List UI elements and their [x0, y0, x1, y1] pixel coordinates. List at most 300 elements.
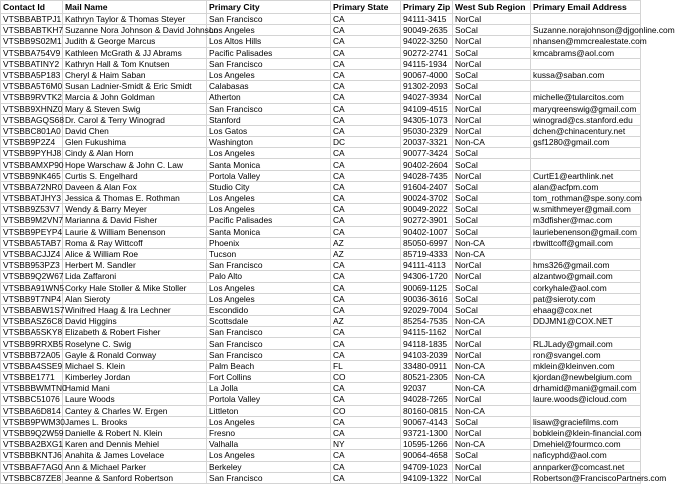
- cell-primary-state[interactable]: CA: [331, 103, 401, 114]
- cell-primary-state[interactable]: CA: [331, 226, 401, 237]
- cell-primary-email[interactable]: [531, 248, 641, 259]
- cell-primary-email[interactable]: drhamid@mani@gmail.com: [531, 383, 641, 394]
- cell-primary-zip[interactable]: 94111-4113: [401, 260, 453, 271]
- cell-primary-state[interactable]: CA: [331, 81, 401, 92]
- cell-primary-email[interactable]: lisaw@graciefilms.com: [531, 416, 641, 427]
- cell-primary-zip[interactable]: 93721-1300: [401, 427, 453, 438]
- cell-contact-id[interactable]: VTSBBA5P183: [1, 69, 63, 80]
- cell-contact-id[interactable]: VTSBBBWMTN0: [1, 383, 63, 394]
- cell-west-sub-region[interactable]: SoCal: [453, 304, 531, 315]
- cell-primary-city[interactable]: Los Angeles: [207, 416, 331, 427]
- cell-west-sub-region[interactable]: NorCal: [453, 349, 531, 360]
- cell-contact-id[interactable]: VTSBB9PEYP4: [1, 226, 63, 237]
- cell-west-sub-region[interactable]: SoCal: [453, 450, 531, 461]
- cell-primary-email[interactable]: RLJLady@gmail.com: [531, 338, 641, 349]
- cell-primary-email[interactable]: annparker@comcast.net: [531, 461, 641, 472]
- cell-primary-zip[interactable]: 94305-1073: [401, 114, 453, 125]
- cell-primary-email[interactable]: DDJMN1@COX.NET: [531, 316, 641, 327]
- cell-primary-zip[interactable]: 90272-2741: [401, 47, 453, 58]
- cell-primary-zip[interactable]: 20037-3321: [401, 137, 453, 148]
- cell-primary-email[interactable]: winograd@cs.stanford.edu: [531, 114, 641, 125]
- cell-primary-zip[interactable]: 80521-2305: [401, 372, 453, 383]
- cell-mail-name[interactable]: Lida Zaffaroni: [63, 271, 207, 282]
- cell-primary-city[interactable]: Tucson: [207, 248, 331, 259]
- cell-primary-state[interactable]: CA: [331, 338, 401, 349]
- cell-primary-state[interactable]: CA: [331, 69, 401, 80]
- cell-mail-name[interactable]: Ann & Michael Parker: [63, 461, 207, 472]
- cell-primary-email[interactable]: m3dfisher@mac.com: [531, 215, 641, 226]
- cell-primary-zip[interactable]: 90402-1007: [401, 226, 453, 237]
- cell-contact-id[interactable]: VTSBBACJJZ4: [1, 248, 63, 259]
- cell-primary-email[interactable]: corkyhale@aol.com: [531, 282, 641, 293]
- cell-primary-state[interactable]: CA: [331, 215, 401, 226]
- cell-primary-city[interactable]: Los Angeles: [207, 293, 331, 304]
- cell-contact-id[interactable]: VTSBBA72NR0: [1, 181, 63, 192]
- cell-primary-email[interactable]: [531, 81, 641, 92]
- cell-contact-id[interactable]: VTSBB9Z53V7: [1, 204, 63, 215]
- cell-primary-city[interactable]: Santa Monica: [207, 226, 331, 237]
- cell-west-sub-region[interactable]: NorCal: [453, 472, 531, 483]
- cell-mail-name[interactable]: Cindy & Alan Horn: [63, 148, 207, 159]
- cell-primary-email[interactable]: pat@sieroty.com: [531, 293, 641, 304]
- header-primary-zip[interactable]: Primary Zip: [401, 1, 453, 14]
- cell-contact-id[interactable]: VTSBB9RRXB5: [1, 338, 63, 349]
- cell-west-sub-region[interactable]: NorCal: [453, 461, 531, 472]
- cell-primary-email[interactable]: maryqreenswig@gmail.com: [531, 103, 641, 114]
- cell-primary-city[interactable]: Los Gatos: [207, 125, 331, 136]
- cell-primary-city[interactable]: Fresno: [207, 427, 331, 438]
- cell-primary-email[interactable]: [531, 327, 641, 338]
- cell-primary-zip[interactable]: 94022-3250: [401, 36, 453, 47]
- cell-contact-id[interactable]: VTSBB9RVTK2: [1, 92, 63, 103]
- cell-primary-email[interactable]: michelle@tularcitos.com: [531, 92, 641, 103]
- cell-primary-state[interactable]: AZ: [331, 316, 401, 327]
- cell-primary-state[interactable]: CA: [331, 383, 401, 394]
- cell-west-sub-region[interactable]: SoCal: [453, 293, 531, 304]
- cell-primary-email[interactable]: [531, 148, 641, 159]
- cell-primary-city[interactable]: Pacific Palisades: [207, 215, 331, 226]
- cell-west-sub-region[interactable]: Non-CA: [453, 383, 531, 394]
- header-mail-name[interactable]: Mail Name: [63, 1, 207, 14]
- cell-mail-name[interactable]: Cantey & Charles W. Ergen: [63, 405, 207, 416]
- cell-primary-city[interactable]: Santa Monica: [207, 159, 331, 170]
- cell-primary-email[interactable]: bobklein@klein-financial.com: [531, 427, 641, 438]
- cell-mail-name[interactable]: Dr. Carol & Terry Winograd: [63, 114, 207, 125]
- cell-primary-city[interactable]: San Francisco: [207, 58, 331, 69]
- cell-mail-name[interactable]: James L. Brooks: [63, 416, 207, 427]
- cell-contact-id[interactable]: VTSBB9M2VN7: [1, 215, 63, 226]
- cell-west-sub-region[interactable]: Non-CA: [453, 237, 531, 248]
- cell-primary-email[interactable]: hms326@gmail.com: [531, 260, 641, 271]
- cell-primary-state[interactable]: CO: [331, 372, 401, 383]
- cell-primary-zip[interactable]: 90077-3424: [401, 148, 453, 159]
- cell-primary-email[interactable]: alzantwo@gmail.com: [531, 271, 641, 282]
- cell-primary-zip[interactable]: 90049-2022: [401, 204, 453, 215]
- cell-primary-zip[interactable]: 10595-1266: [401, 439, 453, 450]
- cell-contact-id[interactable]: VTSBBA2BXG1: [1, 439, 63, 450]
- cell-primary-zip[interactable]: 91302-2093: [401, 81, 453, 92]
- header-primary-state[interactable]: Primary State: [331, 1, 401, 14]
- cell-contact-id[interactable]: VTSBBA6D814: [1, 405, 63, 416]
- header-west-sub-region[interactable]: West Sub Region: [453, 1, 531, 14]
- cell-primary-state[interactable]: CA: [331, 282, 401, 293]
- cell-primary-zip[interactable]: 94027-3934: [401, 92, 453, 103]
- cell-mail-name[interactable]: Laure Woods: [63, 394, 207, 405]
- cell-primary-email[interactable]: [531, 159, 641, 170]
- cell-contact-id[interactable]: VTSBBABTPJ1: [1, 14, 63, 25]
- cell-mail-name[interactable]: Suzanne Nora Johnson & David Johnson: [63, 25, 207, 36]
- cell-primary-city[interactable]: Atherton: [207, 92, 331, 103]
- cell-mail-name[interactable]: Marcia & John Goldman: [63, 92, 207, 103]
- cell-primary-city[interactable]: San Francisco: [207, 349, 331, 360]
- cell-primary-email[interactable]: ehaag@cox.net: [531, 304, 641, 315]
- cell-west-sub-region[interactable]: NorCal: [453, 427, 531, 438]
- cell-primary-zip[interactable]: 92037: [401, 383, 453, 394]
- cell-primary-city[interactable]: La Jolla: [207, 383, 331, 394]
- cell-primary-state[interactable]: CA: [331, 58, 401, 69]
- cell-primary-city[interactable]: Los Angeles: [207, 193, 331, 204]
- cell-contact-id[interactable]: VTSBB9S02M1: [1, 36, 63, 47]
- cell-mail-name[interactable]: Alan Sieroty: [63, 293, 207, 304]
- cell-primary-zip[interactable]: 91604-2407: [401, 181, 453, 192]
- cell-contact-id[interactable]: VTSBBA5TAB7: [1, 237, 63, 248]
- cell-contact-id[interactable]: VTSBB9T7NP4: [1, 293, 63, 304]
- cell-primary-email[interactable]: kmcabrams@aol.com: [531, 47, 641, 58]
- cell-primary-city[interactable]: San Francisco: [207, 260, 331, 271]
- cell-primary-city[interactable]: Los Angeles: [207, 25, 331, 36]
- cell-primary-email[interactable]: kjordan@newbelgium.com: [531, 372, 641, 383]
- cell-west-sub-region[interactable]: NorCal: [453, 260, 531, 271]
- cell-primary-zip[interactable]: 94306-1720: [401, 271, 453, 282]
- cell-primary-email[interactable]: rbwittcoff@gmail.com: [531, 237, 641, 248]
- cell-mail-name[interactable]: Roma & Ray Wittcoff: [63, 237, 207, 248]
- cell-primary-city[interactable]: Los Angeles: [207, 148, 331, 159]
- cell-contact-id[interactable]: VTSBBC801A0: [1, 125, 63, 136]
- cell-primary-email[interactable]: alan@acfpm.com: [531, 181, 641, 192]
- cell-west-sub-region[interactable]: NorCal: [453, 58, 531, 69]
- cell-west-sub-region[interactable]: Non-CA: [453, 405, 531, 416]
- cell-primary-zip[interactable]: 94111-3415: [401, 14, 453, 25]
- cell-west-sub-region[interactable]: NorCal: [453, 170, 531, 181]
- cell-primary-email[interactable]: lauriebenenson@gmail.com: [531, 226, 641, 237]
- cell-mail-name[interactable]: David Chen: [63, 125, 207, 136]
- cell-primary-zip[interactable]: 94028-7435: [401, 170, 453, 181]
- cell-contact-id[interactable]: VTSBB9P2Z4: [1, 137, 63, 148]
- cell-mail-name[interactable]: Alice & William Roe: [63, 248, 207, 259]
- cell-contact-id[interactable]: VTSBBC51076: [1, 394, 63, 405]
- cell-contact-id[interactable]: VTSBB9Q2W67: [1, 271, 63, 282]
- cell-contact-id[interactable]: VTSBB9NK465: [1, 170, 63, 181]
- cell-primary-state[interactable]: NY: [331, 439, 401, 450]
- cell-mail-name[interactable]: Kathryn Taylor & Thomas Steyer: [63, 14, 207, 25]
- cell-primary-city[interactable]: Escondido: [207, 304, 331, 315]
- cell-west-sub-region[interactable]: Non-CA: [453, 316, 531, 327]
- cell-primary-email[interactable]: gsf1280@gmail.com: [531, 137, 641, 148]
- cell-contact-id[interactable]: VTSBBC87ZE8: [1, 472, 63, 483]
- cell-contact-id[interactable]: VTSBBA91WN5: [1, 282, 63, 293]
- cell-west-sub-region[interactable]: Non-CA: [453, 372, 531, 383]
- cell-west-sub-region[interactable]: SoCal: [453, 215, 531, 226]
- cell-mail-name[interactable]: Anahita & James Lovelace: [63, 450, 207, 461]
- cell-primary-state[interactable]: CA: [331, 47, 401, 58]
- cell-primary-city[interactable]: Studio City: [207, 181, 331, 192]
- cell-primary-city[interactable]: Portola Valley: [207, 394, 331, 405]
- cell-primary-zip[interactable]: 94109-1322: [401, 472, 453, 483]
- header-primary-city[interactable]: Primary City: [207, 1, 331, 14]
- cell-west-sub-region[interactable]: SoCal: [453, 282, 531, 293]
- cell-primary-state[interactable]: CA: [331, 260, 401, 271]
- cell-mail-name[interactable]: Cheryl & Haim Saban: [63, 69, 207, 80]
- cell-mail-name[interactable]: Laurie & William Benenson: [63, 226, 207, 237]
- cell-primary-zip[interactable]: 92029-7004: [401, 304, 453, 315]
- cell-west-sub-region[interactable]: NorCal: [453, 327, 531, 338]
- cell-mail-name[interactable]: Mary & Steven Swig: [63, 103, 207, 114]
- cell-west-sub-region[interactable]: Non-CA: [453, 248, 531, 259]
- cell-primary-state[interactable]: CA: [331, 450, 401, 461]
- cell-primary-email[interactable]: CurtE1@earthlink.net: [531, 170, 641, 181]
- cell-contact-id[interactable]: VTSBBAF7AG0: [1, 461, 63, 472]
- cell-primary-state[interactable]: CA: [331, 92, 401, 103]
- cell-primary-zip[interactable]: 85050-6997: [401, 237, 453, 248]
- cell-mail-name[interactable]: Curtis S. Engelhard: [63, 170, 207, 181]
- cell-west-sub-region[interactable]: Non-CA: [453, 360, 531, 371]
- cell-primary-zip[interactable]: 85719-4333: [401, 248, 453, 259]
- cell-primary-state[interactable]: CA: [331, 204, 401, 215]
- cell-west-sub-region[interactable]: NorCal: [453, 125, 531, 136]
- cell-primary-state[interactable]: CA: [331, 36, 401, 47]
- cell-primary-zip[interactable]: 94115-1162: [401, 327, 453, 338]
- cell-primary-email[interactable]: ron@svangel.com: [531, 349, 641, 360]
- cell-primary-zip[interactable]: 94028-7265: [401, 394, 453, 405]
- cell-primary-city[interactable]: Los Angeles: [207, 204, 331, 215]
- cell-primary-city[interactable]: Valhalla: [207, 439, 331, 450]
- cell-primary-email[interactable]: laure.woods@icloud.com: [531, 394, 641, 405]
- cell-primary-state[interactable]: CA: [331, 349, 401, 360]
- cell-mail-name[interactable]: Michael S. Klein: [63, 360, 207, 371]
- cell-contact-id[interactable]: VTSBB953PZ3: [1, 260, 63, 271]
- cell-west-sub-region[interactable]: NorCal: [453, 36, 531, 47]
- header-contact-id[interactable]: Contact Id: [1, 1, 63, 14]
- cell-primary-city[interactable]: San Francisco: [207, 14, 331, 25]
- cell-primary-city[interactable]: Calabasas: [207, 81, 331, 92]
- cell-west-sub-region[interactable]: SoCal: [453, 226, 531, 237]
- cell-west-sub-region[interactable]: NorCal: [453, 394, 531, 405]
- cell-primary-state[interactable]: CA: [331, 327, 401, 338]
- cell-primary-state[interactable]: CA: [331, 271, 401, 282]
- cell-primary-zip[interactable]: 85254-7535: [401, 316, 453, 327]
- cell-mail-name[interactable]: Hope Warschaw & John C. Law: [63, 159, 207, 170]
- cell-contact-id[interactable]: VTSBBAMXP90: [1, 159, 63, 170]
- cell-primary-city[interactable]: Los Angeles: [207, 282, 331, 293]
- cell-west-sub-region[interactable]: NorCal: [453, 338, 531, 349]
- cell-mail-name[interactable]: Jeanne & Sanford Robertson: [63, 472, 207, 483]
- cell-mail-name[interactable]: Hamid Mani: [63, 383, 207, 394]
- cell-primary-city[interactable]: San Francisco: [207, 338, 331, 349]
- cell-west-sub-region[interactable]: SoCal: [453, 159, 531, 170]
- cell-west-sub-region[interactable]: Non-CA: [453, 137, 531, 148]
- cell-mail-name[interactable]: Kimberley Jordan: [63, 372, 207, 383]
- cell-primary-email[interactable]: Dmehiel@fourmco.com: [531, 439, 641, 450]
- cell-mail-name[interactable]: Roselyne C. Swig: [63, 338, 207, 349]
- cell-primary-zip[interactable]: 90036-3616: [401, 293, 453, 304]
- cell-primary-state[interactable]: CA: [331, 148, 401, 159]
- cell-west-sub-region[interactable]: NorCal: [453, 92, 531, 103]
- cell-mail-name[interactable]: Judith & George Marcus: [63, 36, 207, 47]
- cell-mail-name[interactable]: Herbert M. Sandler: [63, 260, 207, 271]
- cell-primary-city[interactable]: San Francisco: [207, 327, 331, 338]
- cell-contact-id[interactable]: VTSBBA754V9: [1, 47, 63, 58]
- cell-primary-city[interactable]: Los Altos Hills: [207, 36, 331, 47]
- cell-primary-city[interactable]: Stanford: [207, 114, 331, 125]
- cell-primary-zip[interactable]: 94109-4515: [401, 103, 453, 114]
- cell-primary-state[interactable]: CA: [331, 14, 401, 25]
- cell-contact-id[interactable]: VTSBB9PYHJ8: [1, 148, 63, 159]
- cell-mail-name[interactable]: Kathleen McGrath & JJ Abrams: [63, 47, 207, 58]
- cell-primary-state[interactable]: CA: [331, 193, 401, 204]
- cell-primary-city[interactable]: Los Angeles: [207, 450, 331, 461]
- cell-primary-city[interactable]: Littleton: [207, 405, 331, 416]
- cell-mail-name[interactable]: Gayle & Ronald Conway: [63, 349, 207, 360]
- cell-primary-state[interactable]: CA: [331, 394, 401, 405]
- cell-primary-email[interactable]: dchen@chinacentury.net: [531, 125, 641, 136]
- cell-contact-id[interactable]: VTSBBA4SSE9: [1, 360, 63, 371]
- cell-contact-id[interactable]: VTSBBATJHY3: [1, 193, 63, 204]
- cell-contact-id[interactable]: VTSBBA5T6M0: [1, 81, 63, 92]
- cell-primary-zip[interactable]: 90272-3901: [401, 215, 453, 226]
- cell-primary-email[interactable]: w.smithmeyer@gmail.com: [531, 204, 641, 215]
- cell-west-sub-region[interactable]: NorCal: [453, 114, 531, 125]
- cell-primary-state[interactable]: CA: [331, 416, 401, 427]
- cell-primary-email[interactable]: nhansen@mmcrealestate.com: [531, 36, 641, 47]
- cell-primary-email[interactable]: kussa@saban.com: [531, 69, 641, 80]
- cell-primary-city[interactable]: Washington: [207, 137, 331, 148]
- cell-west-sub-region[interactable]: SoCal: [453, 25, 531, 36]
- cell-primary-zip[interactable]: 90067-4000: [401, 69, 453, 80]
- cell-contact-id[interactable]: VTSBBATINY2: [1, 58, 63, 69]
- cell-primary-zip[interactable]: 90064-4658: [401, 450, 453, 461]
- cell-primary-city[interactable]: Phoenix: [207, 237, 331, 248]
- cell-contact-id[interactable]: VTSBBABW1S7: [1, 304, 63, 315]
- cell-primary-state[interactable]: CA: [331, 293, 401, 304]
- cell-primary-email[interactable]: [531, 14, 641, 25]
- cell-contact-id[interactable]: VTSBB9Q2W59: [1, 427, 63, 438]
- cell-primary-city[interactable]: Palo Alto: [207, 271, 331, 282]
- cell-west-sub-region[interactable]: SoCal: [453, 47, 531, 58]
- cell-primary-city[interactable]: Fort Collins: [207, 372, 331, 383]
- cell-primary-state[interactable]: AZ: [331, 248, 401, 259]
- cell-contact-id[interactable]: VTSBBABTKH7: [1, 25, 63, 36]
- cell-primary-zip[interactable]: 94118-1835: [401, 338, 453, 349]
- cell-primary-state[interactable]: CA: [331, 125, 401, 136]
- cell-west-sub-region[interactable]: SoCal: [453, 204, 531, 215]
- cell-primary-email[interactable]: tom_rothman@spe.sony.com: [531, 193, 641, 204]
- cell-primary-email[interactable]: naficyphd@aol.com: [531, 450, 641, 461]
- header-primary-email[interactable]: Primary Email Address: [531, 1, 641, 14]
- cell-primary-zip[interactable]: 90024-3702: [401, 193, 453, 204]
- cell-primary-city[interactable]: Pacific Palisades: [207, 47, 331, 58]
- cell-mail-name[interactable]: David Higgins: [63, 316, 207, 327]
- cell-primary-zip[interactable]: 90069-1125: [401, 282, 453, 293]
- cell-mail-name[interactable]: Corky Hale Stoller & Mike Stoller: [63, 282, 207, 293]
- cell-mail-name[interactable]: Elizabeth & Robert Fisher: [63, 327, 207, 338]
- cell-mail-name[interactable]: Susan Ladnier-Smidt & Eric Smidt: [63, 81, 207, 92]
- cell-mail-name[interactable]: Winifred Haag & Ira Lechner: [63, 304, 207, 315]
- cell-mail-name[interactable]: Jessica & Thomas E. Rothman: [63, 193, 207, 204]
- cell-primary-state[interactable]: CA: [331, 25, 401, 36]
- cell-primary-email[interactable]: mklein@kleinven.com: [531, 360, 641, 371]
- cell-primary-zip[interactable]: 94115-1934: [401, 58, 453, 69]
- cell-mail-name[interactable]: Kathryn Hall & Tom Knutsen: [63, 58, 207, 69]
- cell-primary-email[interactable]: [531, 405, 641, 416]
- cell-west-sub-region[interactable]: SoCal: [453, 148, 531, 159]
- cell-mail-name[interactable]: Wendy & Barry Meyer: [63, 204, 207, 215]
- cell-primary-state[interactable]: CA: [331, 170, 401, 181]
- cell-primary-state[interactable]: CO: [331, 405, 401, 416]
- cell-primary-state[interactable]: CA: [331, 181, 401, 192]
- cell-primary-city[interactable]: Berkeley: [207, 461, 331, 472]
- cell-contact-id[interactable]: VTSBB9PWM30: [1, 416, 63, 427]
- cell-primary-email[interactable]: Robertson@FranciscoPartners.com: [531, 472, 641, 483]
- cell-primary-state[interactable]: CA: [331, 304, 401, 315]
- cell-west-sub-region[interactable]: SoCal: [453, 181, 531, 192]
- cell-west-sub-region[interactable]: SoCal: [453, 416, 531, 427]
- cell-primary-city[interactable]: Palm Beach: [207, 360, 331, 371]
- cell-primary-zip[interactable]: 80160-0815: [401, 405, 453, 416]
- cell-west-sub-region[interactable]: NorCal: [453, 14, 531, 25]
- cell-west-sub-region[interactable]: SoCal: [453, 69, 531, 80]
- cell-primary-zip[interactable]: 33480-0911: [401, 360, 453, 371]
- cell-primary-city[interactable]: Portola Valley: [207, 170, 331, 181]
- cell-primary-zip[interactable]: 90067-4143: [401, 416, 453, 427]
- cell-contact-id[interactable]: VTSBBB72A05: [1, 349, 63, 360]
- cell-west-sub-region[interactable]: NorCal: [453, 103, 531, 114]
- cell-primary-state[interactable]: CA: [331, 461, 401, 472]
- cell-mail-name[interactable]: Marianna & David Fisher: [63, 215, 207, 226]
- cell-contact-id[interactable]: VTSBBE1771: [1, 372, 63, 383]
- cell-west-sub-region[interactable]: SoCal: [453, 81, 531, 92]
- cell-mail-name[interactable]: Glen Fukushima: [63, 137, 207, 148]
- cell-mail-name[interactable]: Danielle & Robert N. Klein: [63, 427, 207, 438]
- cell-primary-zip[interactable]: 90049-2635: [401, 25, 453, 36]
- cell-primary-state[interactable]: CA: [331, 114, 401, 125]
- cell-primary-city[interactable]: San Francisco: [207, 103, 331, 114]
- cell-contact-id[interactable]: VTSBBASZ6C8: [1, 316, 63, 327]
- cell-contact-id[interactable]: VTSBB9XHNZ0: [1, 103, 63, 114]
- cell-west-sub-region[interactable]: Non-CA: [453, 439, 531, 450]
- cell-contact-id[interactable]: VTSBBAGQS68: [1, 114, 63, 125]
- cell-primary-email[interactable]: Suzanne.norajohnson@djgonline.com: [531, 25, 641, 36]
- cell-west-sub-region[interactable]: NorCal: [453, 271, 531, 282]
- cell-primary-city[interactable]: San Francisco: [207, 472, 331, 483]
- cell-contact-id[interactable]: VTSBBBKNTJ6: [1, 450, 63, 461]
- cell-primary-email[interactable]: [531, 58, 641, 69]
- cell-mail-name[interactable]: Daveen & Alan Fox: [63, 181, 207, 192]
- cell-primary-state[interactable]: CA: [331, 427, 401, 438]
- cell-primary-state[interactable]: DC: [331, 137, 401, 148]
- cell-mail-name[interactable]: Karen and Dennis Mehiel: [63, 439, 207, 450]
- cell-primary-state[interactable]: AZ: [331, 237, 401, 248]
- cell-primary-state[interactable]: FL: [331, 360, 401, 371]
- cell-primary-state[interactable]: CA: [331, 472, 401, 483]
- cell-primary-city[interactable]: Scottsdale: [207, 316, 331, 327]
- cell-west-sub-region[interactable]: SoCal: [453, 193, 531, 204]
- cell-primary-state[interactable]: CA: [331, 159, 401, 170]
- cell-primary-zip[interactable]: 90402-2604: [401, 159, 453, 170]
- cell-contact-id[interactable]: VTSBBA5SKY8: [1, 327, 63, 338]
- cell-primary-zip[interactable]: 94709-1023: [401, 461, 453, 472]
- cell-primary-zip[interactable]: 94103-2039: [401, 349, 453, 360]
- cell-primary-zip[interactable]: 95030-2329: [401, 125, 453, 136]
